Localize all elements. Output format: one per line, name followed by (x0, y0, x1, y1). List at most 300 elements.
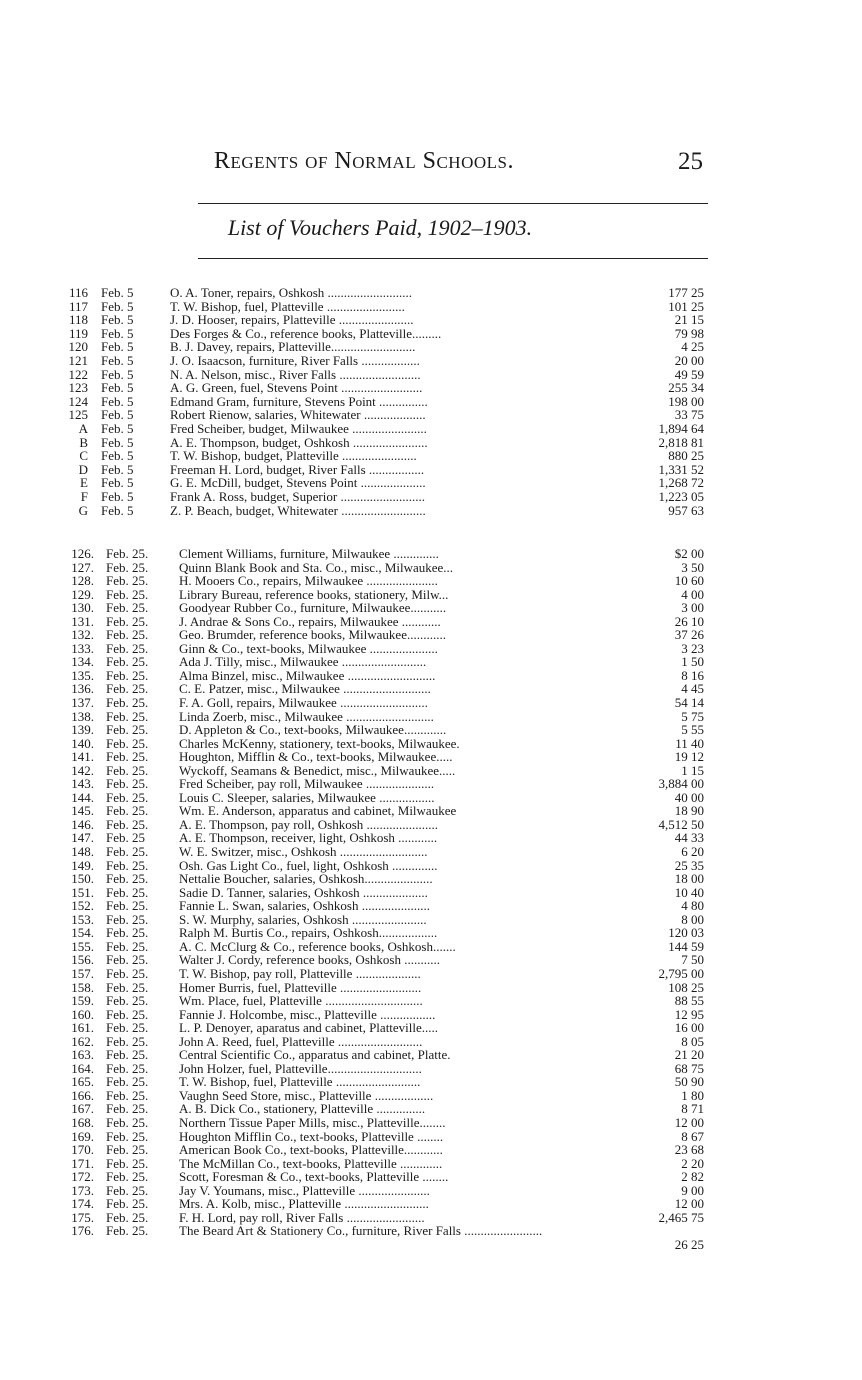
voucher-row (0, 845, 862, 859)
voucher-number: 136. (71, 681, 94, 697)
voucher-number: G (78, 502, 88, 518)
voucher-date: Feb. 5 (101, 298, 134, 314)
voucher-number: 128. (71, 573, 94, 589)
voucher-description: The Beard Art & Stationery Co., furniture, River Falls ........................ (179, 1223, 543, 1239)
voucher-number: E (80, 475, 88, 491)
voucher-date: Feb. 5 (101, 448, 134, 464)
voucher-row (0, 872, 862, 886)
voucher-number: 120 (68, 339, 88, 355)
voucher-date: Feb. 25. (106, 722, 149, 738)
voucher-number: 174. (71, 1196, 94, 1212)
voucher-number: 155. (71, 938, 94, 954)
voucher-description: Des Forges & Co., reference books, Platteville......... (170, 325, 442, 341)
voucher-amount: 2 20 (681, 1155, 704, 1171)
voucher-number: A (78, 420, 88, 436)
voucher-amount: 21 20 (674, 1047, 704, 1063)
voucher-description: Houghton, Mifflin & Co., text-books, Milwaukee..... (179, 749, 453, 765)
voucher-list-feb-25 (0, 547, 862, 1252)
voucher-row (0, 818, 862, 832)
voucher-number: 118 (68, 312, 88, 328)
voucher-date: Feb. 25. (106, 762, 149, 778)
voucher-description: Wyckoff, Seamans & Benedict, misc., Milwaukee..... (179, 762, 456, 778)
voucher-description: A. E. Thompson, pay roll, Oshkosh ...................... (179, 816, 439, 832)
voucher-number: 137. (71, 695, 94, 711)
voucher-date: Feb. 5 (101, 366, 134, 382)
voucher-date: Feb. 25. (106, 1142, 149, 1158)
voucher-description: Library Bureau, reference books, stationery, Milw... (179, 586, 449, 602)
voucher-amount: 5 75 (681, 708, 704, 724)
voucher-date: Feb. 25. (106, 1196, 149, 1212)
voucher-date: Feb. 5 (101, 312, 134, 328)
voucher-date: Feb. 25. (106, 925, 149, 941)
voucher-number: 123 (68, 380, 88, 396)
voucher-number: 170. (71, 1142, 94, 1158)
voucher-number: C (79, 448, 88, 464)
voucher-description: A. G. Green, fuel, Stevens Point ......................... (170, 380, 423, 396)
voucher-description: Robert Rienow, salaries, Whitewater ................... (170, 407, 426, 423)
voucher-number: 131. (71, 613, 94, 629)
voucher-row (0, 1170, 862, 1184)
voucher-amount: 26 10 (674, 613, 704, 629)
voucher-row (0, 710, 862, 724)
voucher-description: T. W. Bishop, fuel, Platteville .......................... (179, 1074, 421, 1090)
voucher-number: D (78, 461, 88, 477)
voucher-number: 158. (71, 979, 94, 995)
voucher-date: Feb. 25. (106, 979, 149, 995)
voucher-description: O. A. Toner, repairs, Oshkosh .......................... (170, 285, 413, 300)
voucher-number: 124 (68, 393, 88, 409)
voucher-date: Feb. 25. (106, 789, 149, 805)
voucher-description: Linda Zoerb, misc., Milwaukee ........................... (179, 708, 434, 724)
voucher-amount: 40 00 (674, 789, 704, 805)
voucher-number: 159. (71, 993, 94, 1009)
voucher-number: 153. (71, 911, 94, 927)
voucher-number: 142. (71, 762, 94, 778)
voucher-date: Feb. 25. (106, 627, 149, 643)
voucher-date: Feb. 25. (106, 952, 149, 968)
voucher-date: Feb. 25. (106, 1182, 149, 1198)
voucher-number: 173. (71, 1182, 94, 1198)
voucher-amount: 12 00 (674, 1114, 704, 1130)
voucher-date: Feb. 25. (106, 1155, 149, 1171)
voucher-number: 151. (71, 884, 94, 900)
voucher-row (0, 1130, 862, 1144)
voucher-date: Feb. 5 (101, 352, 134, 368)
voucher-description: F. H. Lord, pay roll, River Falls ........................ (179, 1209, 425, 1225)
voucher-date: Feb. 25. (106, 1209, 149, 1225)
voucher-date: Feb. 25. (106, 898, 149, 914)
voucher-row (0, 1089, 862, 1103)
voucher-amount: $2 00 (674, 546, 704, 561)
voucher-amount: 10 40 (674, 884, 704, 900)
voucher-description: Jay V. Youmans, misc., Platteville ...................... (179, 1182, 430, 1198)
voucher-row (0, 1021, 862, 1035)
voucher-row (0, 981, 862, 995)
voucher-date: Feb. 25. (106, 844, 149, 860)
voucher-description: Houghton Mifflin Co., text-books, Platteville ........ (179, 1128, 444, 1144)
voucher-row (0, 327, 862, 341)
voucher-row (0, 1184, 862, 1198)
voucher-number: 138. (71, 708, 94, 724)
voucher-number: 119 (68, 325, 88, 341)
voucher-number: 166. (71, 1087, 94, 1103)
voucher-amount: 44 33 (674, 830, 704, 846)
voucher-date: Feb. 25. (106, 749, 149, 765)
voucher-description: Wm. Place, fuel, Platteville .............................. (179, 993, 423, 1009)
voucher-date: Feb. 25. (106, 857, 149, 873)
voucher-description: L. P. Denoyer, aparatus and cabinet, Platteville..... (179, 1020, 439, 1036)
voucher-number: 169. (71, 1128, 94, 1144)
voucher-amount: 12 95 (674, 1006, 704, 1022)
voucher-description: Z. P. Beach, budget, Whitewater .......................... (170, 502, 426, 518)
voucher-number: 122 (68, 366, 88, 382)
voucher-number: 134. (71, 654, 94, 670)
voucher-description: Clement Williams, furniture, Milwaukee .............. (179, 546, 439, 561)
voucher-description: Alma Binzel, misc., Milwaukee ........................... (179, 667, 436, 683)
voucher-date: Feb. 5 (101, 420, 134, 436)
voucher-amount: 1,268 72 (658, 475, 704, 491)
voucher-description: W. E. Switzer, misc., Oshkosh ........................... (179, 844, 428, 860)
voucher-amount: 144 59 (668, 938, 704, 954)
voucher-number: 132. (71, 627, 94, 643)
voucher-description: Osh. Gas Light Co., fuel, light, Oshkosh .............. (179, 857, 438, 873)
voucher-description: Fannie L. Swan, salaries, Oshkosh ..................... (179, 898, 430, 914)
voucher-number: 152. (71, 898, 94, 914)
voucher-date: Feb. 25. (106, 1101, 149, 1117)
voucher-row (0, 381, 862, 395)
voucher-row (0, 561, 862, 575)
voucher-date: Feb. 25. (106, 884, 149, 900)
voucher-date: Feb. 25. (106, 613, 149, 629)
voucher-number: 150. (71, 871, 94, 887)
voucher-number: 172. (71, 1169, 94, 1185)
voucher-amount: 4 25 (681, 339, 704, 355)
voucher-row (0, 1197, 862, 1211)
voucher-amount: 37 26 (674, 627, 704, 643)
voucher-date: Feb. 25. (106, 911, 149, 927)
voucher-row (0, 1157, 862, 1171)
voucher-date: Feb. 25. (106, 559, 149, 575)
voucher-row (0, 994, 862, 1008)
voucher-description: Fred Scheiber, budget, Milwaukee ....................... (170, 420, 427, 436)
voucher-description: John A. Reed, fuel, Platteville .......................... (179, 1033, 423, 1049)
voucher-amount: 255 34 (668, 380, 704, 396)
voucher-description: Fred Scheiber, pay roll, Milwaukee ..................... (179, 776, 435, 792)
voucher-date: Feb. 25. (106, 965, 149, 981)
voucher-row (0, 764, 862, 778)
voucher-description: Louis C. Sleeper, salaries, Milwaukee ................. (179, 789, 435, 805)
voucher-description: Charles McKenny, stationery, text-books, Milwaukee. (179, 735, 460, 751)
voucher-row (0, 1116, 862, 1130)
voucher-row (0, 696, 862, 710)
voucher-row (0, 886, 862, 900)
voucher-amount: 8 00 (681, 911, 704, 927)
voucher-description: Wm. E. Anderson, apparatus and cabinet, Milwaukee (179, 803, 457, 819)
page-header (0, 148, 862, 182)
voucher-number: 156. (71, 952, 94, 968)
voucher-row (0, 615, 862, 629)
voucher-date: Feb. 25. (106, 938, 149, 954)
voucher-date: Feb. 25. (106, 1223, 149, 1239)
voucher-amount: 8 67 (681, 1128, 704, 1144)
voucher-date: Feb. 25. (106, 640, 149, 656)
voucher-amount: 120 03 (668, 925, 704, 941)
voucher-row (0, 547, 862, 561)
voucher-amount: 18 00 (674, 871, 704, 887)
voucher-amount: 3,884 00 (658, 776, 704, 792)
voucher-amount: 2,795 00 (658, 965, 704, 981)
voucher-row (0, 899, 862, 913)
voucher-amount: 8 71 (681, 1101, 704, 1117)
voucher-row (0, 913, 862, 927)
voucher-description: The McMillan Co., text-books, Platteville ............. (179, 1155, 443, 1171)
voucher-description: Goodyear Rubber Co., furniture, Milwaukee........... (179, 600, 447, 616)
voucher-row (0, 340, 862, 354)
voucher-date: Feb. 5 (101, 285, 134, 300)
voucher-description: C. E. Patzer, misc., Milwaukee ........................... (179, 681, 431, 697)
voucher-description: Homer Burris, fuel, Platteville ......................... (179, 979, 422, 995)
voucher-date: Feb. 25. (106, 1087, 149, 1103)
voucher-amount: 33 75 (674, 407, 704, 423)
voucher-amount: 3 50 (681, 559, 704, 575)
voucher-row (0, 682, 862, 696)
voucher-date: Feb. 25. (106, 993, 149, 1009)
voucher-row (0, 395, 862, 409)
voucher-amount: 880 25 (668, 448, 704, 464)
voucher-number: 157. (71, 965, 94, 981)
voucher-date: Feb. 5 (101, 502, 134, 518)
voucher-row (0, 723, 862, 737)
voucher-number: 154. (71, 925, 94, 941)
voucher-description: Ralph M. Burtis Co., repairs, Oshkosh.................. (179, 925, 438, 941)
voucher-number: 164. (71, 1060, 94, 1076)
voucher-date: Feb. 25. (106, 1128, 149, 1144)
running-title: Regents of Normal Schools. (214, 148, 514, 174)
voucher-number: 146. (71, 816, 94, 832)
voucher-amount: 7 50 (681, 952, 704, 968)
voucher-amount: 2,465 75 (658, 1209, 704, 1225)
voucher-date: Feb. 25. (106, 667, 149, 683)
voucher-date: Feb. 5 (101, 434, 134, 450)
voucher-description: American Book Co., text-books, Platteville............ (179, 1142, 443, 1158)
voucher-number: 121 (68, 352, 88, 368)
voucher-date: Feb. 25. (106, 546, 149, 561)
voucher-number: B (79, 434, 88, 450)
voucher-number: 130. (71, 600, 94, 616)
voucher-amount: 68 75 (674, 1060, 704, 1076)
voucher-amount: 1,894 64 (658, 420, 704, 436)
voucher-date: Feb. 25. (106, 695, 149, 711)
voucher-number: 140. (71, 735, 94, 751)
voucher-date: Feb. 5 (101, 339, 134, 355)
voucher-date: Feb. 5 (101, 407, 134, 423)
voucher-date: Feb. 25. (106, 1006, 149, 1022)
voucher-row (0, 1211, 862, 1225)
voucher-amount: 21 15 (674, 312, 704, 328)
voucher-date: Feb. 25. (106, 1020, 149, 1036)
voucher-number: 167. (71, 1101, 94, 1117)
voucher-amount: 3 00 (681, 600, 704, 616)
voucher-date: Feb. 25. (106, 1169, 149, 1185)
voucher-number: 160. (71, 1006, 94, 1022)
voucher-row (0, 463, 862, 477)
voucher-row (0, 449, 862, 463)
voucher-row (0, 1102, 862, 1116)
voucher-number: 139. (71, 722, 94, 738)
voucher-row (0, 408, 862, 422)
voucher-number: 175. (71, 1209, 94, 1225)
voucher-row (0, 601, 862, 615)
voucher-amount: 9 00 (681, 1182, 704, 1198)
voucher-row (0, 669, 862, 683)
voucher-amount: 6 20 (681, 844, 704, 860)
voucher-row (0, 926, 862, 940)
voucher-date: Feb. 25. (106, 573, 149, 589)
voucher-row (0, 859, 862, 873)
voucher-description: S. W. Murphy, salaries, Oshkosh ....................... (179, 911, 427, 927)
voucher-amount: 101 25 (668, 298, 704, 314)
voucher-amount: 2 82 (681, 1169, 704, 1185)
voucher-row (0, 368, 862, 382)
voucher-description: J. Andrae & Sons Co., repairs, Milwaukee ............ (179, 613, 441, 629)
voucher-row (0, 354, 862, 368)
voucher-description: T. W. Bishop, fuel, Platteville ........................ (170, 298, 405, 314)
voucher-amount: 23 68 (674, 1142, 704, 1158)
voucher-number: 162. (71, 1033, 94, 1049)
voucher-date: Feb. 5 (101, 461, 134, 477)
voucher-date: Feb. 5 (101, 393, 134, 409)
voucher-amount: 19 12 (674, 749, 704, 765)
voucher-row (0, 940, 862, 954)
voucher-number: 143. (71, 776, 94, 792)
voucher-row (0, 504, 862, 518)
voucher-row (0, 737, 862, 751)
voucher-date: Feb. 25. (106, 1047, 149, 1063)
voucher-row (0, 1048, 862, 1062)
voucher-number: 129. (71, 586, 94, 602)
voucher-amount: 2,818 81 (658, 434, 704, 450)
voucher-number: 148. (71, 844, 94, 860)
voucher-description: H. Mooers Co., repairs, Milwaukee ...................... (179, 573, 438, 589)
voucher-date: Feb. 25. (106, 708, 149, 724)
voucher-row (0, 476, 862, 490)
voucher-date: Feb. 5 (101, 488, 134, 504)
voucher-description: T. W. Bishop, budget, Platteville ....................... (170, 448, 417, 464)
voucher-row (0, 750, 862, 764)
voucher-row (0, 642, 862, 656)
voucher-description: Vaughn Seed Store, misc., Platteville .................. (179, 1087, 434, 1103)
voucher-amount: 12 00 (674, 1196, 704, 1212)
voucher-number: 145. (71, 803, 94, 819)
voucher-amount: 8 16 (681, 667, 704, 683)
voucher-row (0, 953, 862, 967)
voucher-amount: 177 25 (668, 285, 704, 300)
voucher-amount: 1 50 (681, 654, 704, 670)
voucher-amount: 1 15 (681, 762, 704, 778)
voucher-description: B. J. Davey, repairs, Platteville.......................... (170, 339, 416, 355)
voucher-description: Geo. Brumder, reference books, Milwaukee............ (179, 627, 446, 643)
voucher-description: D. Appleton & Co., text-books, Milwaukee............. (179, 722, 447, 738)
voucher-amount: 16 00 (674, 1020, 704, 1036)
voucher-number: 163. (71, 1047, 94, 1063)
voucher-amount: 4 80 (681, 898, 704, 914)
voucher-number: 147. (71, 830, 94, 846)
voucher-number: 133. (71, 640, 94, 656)
voucher-date: Feb. 25. (106, 871, 149, 887)
voucher-number: 176. (71, 1223, 94, 1239)
voucher-number: 125 (68, 407, 88, 423)
voucher-description: F. A. Goll, repairs, Milwaukee ........................... (179, 695, 428, 711)
voucher-description: Quinn Blank Book and Sta. Co., misc., Milwaukee... (179, 559, 454, 575)
voucher-row (0, 777, 862, 791)
voucher-amount: 88 55 (674, 993, 704, 1009)
voucher-amount: 25 35 (674, 857, 704, 873)
voucher-amount: 49 59 (674, 366, 704, 382)
voucher-description: A. B. Dick Co., stationery, Platteville ............... (179, 1101, 426, 1117)
voucher-list-feb-5 (0, 286, 862, 517)
voucher-description: N. A. Nelson, misc., River Falls ......................... (170, 366, 421, 382)
voucher-amount: 108 25 (668, 979, 704, 995)
voucher-date: Feb. 25 (106, 830, 145, 846)
voucher-description: Ginn & Co., text-books, Milwaukee ..................... (179, 640, 438, 656)
voucher-number: 161. (71, 1020, 94, 1036)
voucher-description: Nettalie Boucher, salaries, Oshkosh..................... (179, 871, 433, 887)
voucher-row (0, 967, 862, 981)
voucher-amount: 5 55 (681, 722, 704, 738)
voucher-row (0, 490, 862, 504)
voucher-description: John Holzer, fuel, Platteville............................. (179, 1060, 422, 1076)
voucher-row (0, 300, 862, 314)
voucher-number: 141. (71, 749, 94, 765)
voucher-amount: 18 90 (674, 803, 704, 819)
voucher-number: 116 (68, 285, 88, 300)
voucher-amount: 4 00 (681, 586, 704, 602)
voucher-date: Feb. 25. (106, 681, 149, 697)
voucher-amount: 54 14 (674, 695, 704, 711)
voucher-date: Feb. 5 (101, 475, 134, 491)
voucher-date: Feb. 5 (101, 325, 134, 341)
voucher-description: Central Scientific Co., apparatus and cabinet, Platte. (179, 1047, 451, 1063)
voucher-description: Mrs. A. Kolb, misc., Platteville .......................... (179, 1196, 429, 1212)
voucher-number: 165. (71, 1074, 94, 1090)
table-subtitle: List of Vouchers Paid, 1902–1903. (227, 215, 533, 240)
header-rule-bottom (198, 258, 708, 259)
voucher-row (0, 286, 862, 300)
voucher-date: Feb. 25. (106, 586, 149, 602)
voucher-row (0, 574, 862, 588)
voucher-description: Walter J. Cordy, reference books, Oshkosh ........... (179, 952, 440, 968)
voucher-date: Feb. 25. (106, 1074, 149, 1090)
voucher-row (0, 831, 862, 845)
voucher-number: F (80, 488, 88, 504)
voucher-number: 127. (71, 559, 94, 575)
page-number: 25 (678, 148, 703, 175)
voucher-description: Frank A. Ross, budget, Superior .......................... (170, 488, 425, 504)
voucher-row (0, 1062, 862, 1076)
voucher-description: A. E. Thompson, receiver, light, Oshkosh ............ (179, 830, 438, 846)
voucher-date: Feb. 5 (101, 380, 134, 396)
voucher-row (0, 313, 862, 327)
voucher-amount: 50 90 (674, 1074, 704, 1090)
voucher-number: 126. (71, 546, 94, 561)
voucher-date: Feb. 25. (106, 803, 149, 819)
voucher-number: 149. (71, 857, 94, 873)
voucher-date: Feb. 25. (106, 654, 149, 670)
voucher-amount: 198 00 (668, 393, 704, 409)
voucher-amount: 20 00 (674, 352, 704, 368)
voucher-description: Ada J. Tilly, misc., Milwaukee .......................... (179, 654, 427, 670)
voucher-amount: 1 80 (681, 1087, 704, 1103)
